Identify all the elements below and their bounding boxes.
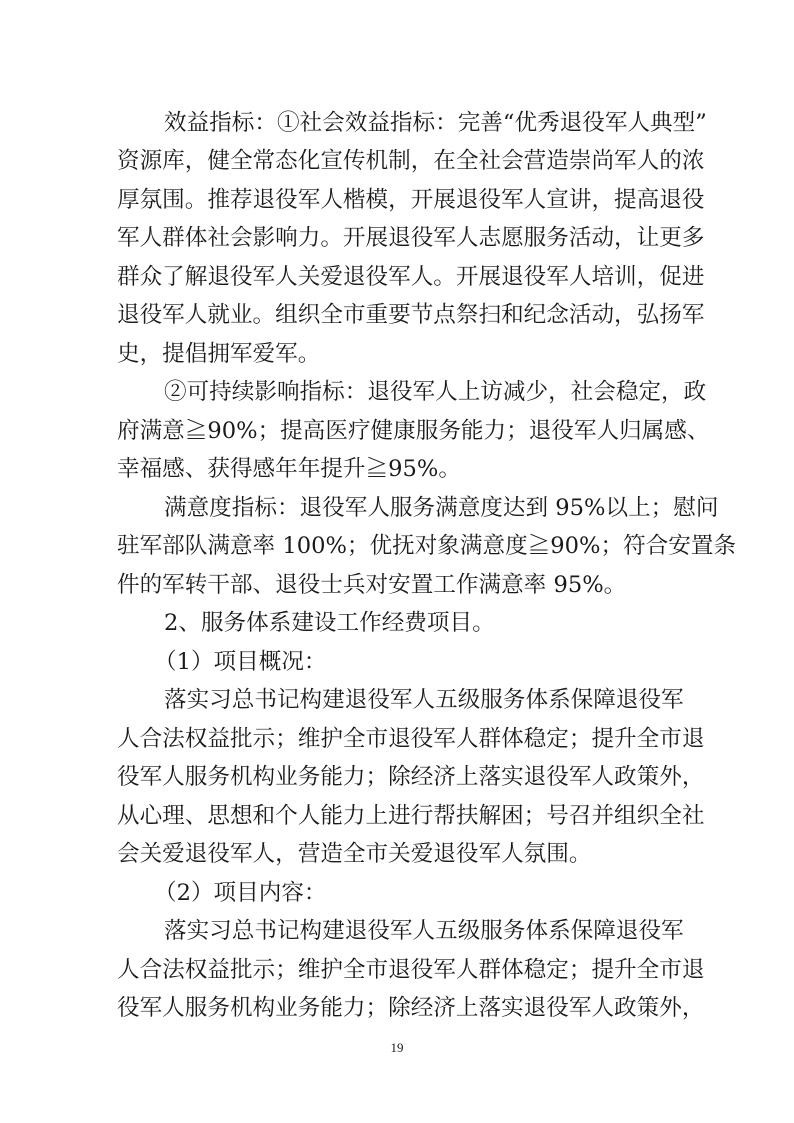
text-line-16: 落实习总书记构建退役军人五级服务体系保障退役军	[164, 687, 684, 713]
text-line-23: 人合法权益批示；维护全市退役军人群体稳定；提升全市退	[117, 957, 705, 983]
text-line-4: 军人群体社会影响力。开展退役军人志愿服务活动，让更多	[117, 225, 705, 251]
text-line-8: ②可持续影响指标：退役军人上访减少，社会稳定，政	[164, 379, 707, 405]
text-line-18: 役军人服务机构业务能力；除经济上落实退役军人政策外，	[117, 764, 705, 790]
text-line-20: 会关爱退役军人，营造全市关爱退役军人氛围。	[117, 841, 592, 867]
text-line-3: 厚氛围。推荐退役军人楷模，开展退役军人宣讲，提高退役	[117, 187, 705, 213]
page-number: 19	[390, 1040, 404, 1055]
text-line-13: 件的军转干部、退役士兵对安置工作满意率 95%。	[117, 572, 627, 598]
text-line-12: 驻军部队满意率 100%；优抚对象满意度≧90%；符合安置条	[117, 533, 737, 559]
text-line-11: 满意度指标：退役军人服务满意度达到 95%以上；慰问	[164, 495, 719, 521]
text-line-2: 资源库，健全常态化宣传机制，在全社会营造崇尚军人的浓	[117, 148, 705, 174]
text-line-24: 役军人服务机构业务能力；除经济上落实退役军人政策外，	[117, 995, 705, 1021]
text-line-5: 群众了解退役军人关爱退役军人。开展退役军人培训，促进	[117, 264, 705, 290]
subheading-project-content: （2）项目内容：	[154, 880, 327, 906]
text-line-9: 府满意≧90%；提高医疗健康服务能力；退役军人归属感、	[117, 418, 710, 444]
text-line-7: 史，提倡拥军爱军。	[117, 341, 321, 367]
text-line-1: 效益指标：①社会效益指标：完善“优秀退役军人典型”	[164, 110, 707, 136]
text-line-19: 从心理、思想和个人能力上进行帮扶解困；号召并组织全社	[117, 803, 705, 829]
text-line-6: 退役军人就业。组织全市重要节点祭扫和纪念活动，弘扬军	[117, 302, 705, 328]
text-line-22: 落实习总书记构建退役军人五级服务体系保障退役军	[164, 918, 684, 944]
text-line-17: 人合法权益批示；维护全市退役军人群体稳定；提升全市退	[117, 726, 705, 752]
section-heading-2: 2、服务体系建设工作经费项目。	[164, 610, 495, 636]
text-line-10: 幸福感、获得感年年提升≧95%。	[117, 456, 461, 482]
subheading-project-overview: （1）项目概况：	[154, 649, 327, 675]
